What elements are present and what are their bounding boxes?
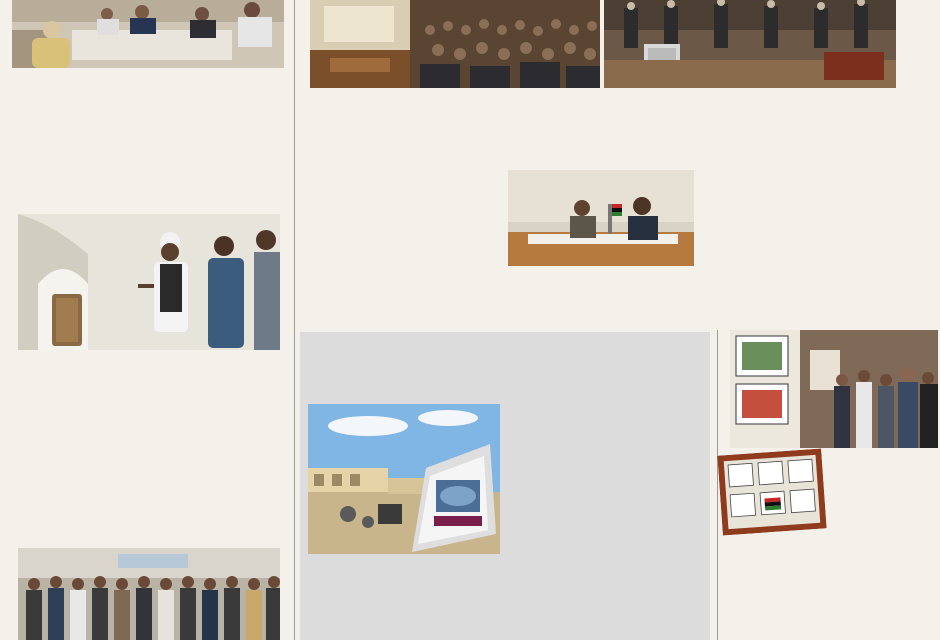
hall-photo xyxy=(604,0,896,88)
article-body xyxy=(728,602,928,640)
meeting-photo xyxy=(12,0,284,68)
article-body-col-right xyxy=(508,402,704,634)
construction-site-photo xyxy=(308,404,500,554)
group-photo xyxy=(18,548,280,640)
article-body-col-left xyxy=(306,560,502,640)
article-body xyxy=(14,406,284,540)
column-divider xyxy=(717,330,718,640)
signing-photo xyxy=(508,170,694,266)
article-body-col-left xyxy=(300,296,494,330)
article-body xyxy=(14,124,284,210)
exhibition-photo xyxy=(18,214,280,350)
auditorium-photo xyxy=(310,0,600,88)
article-body-col-right xyxy=(700,166,926,326)
caricature-poster-photo xyxy=(717,448,826,535)
cartoon-exhibit-photo xyxy=(730,330,938,448)
column-divider xyxy=(294,0,295,640)
